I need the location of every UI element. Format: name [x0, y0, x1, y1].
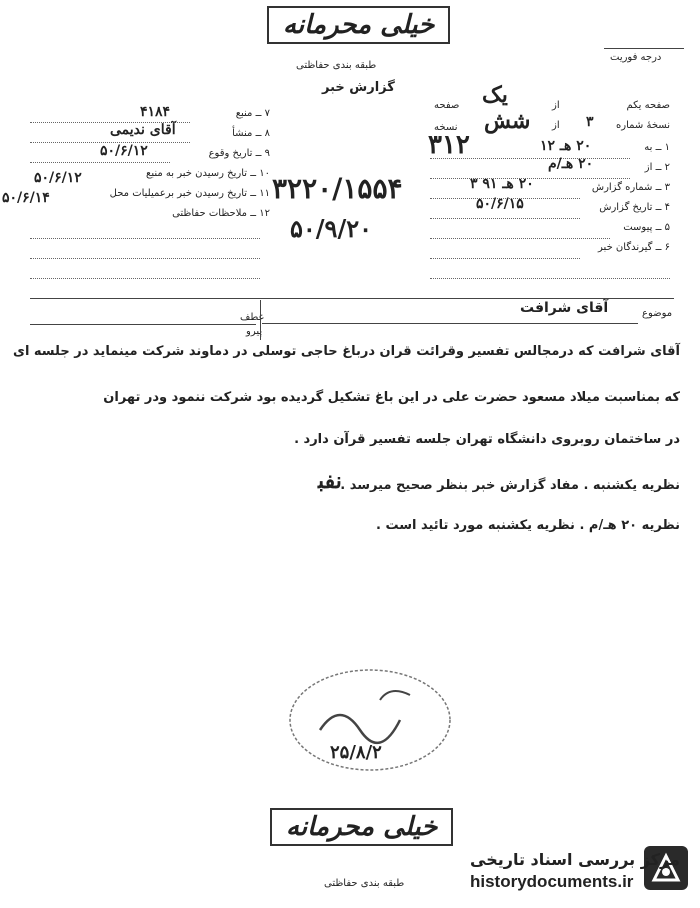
row-4-line	[430, 218, 580, 219]
report-title: گزارش خبر	[322, 80, 395, 95]
field-8-value: آقای ندیمی	[110, 122, 176, 138]
row-4-label: ۴ ــ تاریخ گزارش	[599, 202, 670, 213]
copy-of-label: از	[552, 120, 560, 131]
field-12-line-1	[30, 238, 260, 239]
row-1-label: ۱ ــ به	[644, 142, 670, 153]
row-1-value: ۲۰ هـ ۱۲	[540, 138, 592, 154]
field-7-value: ۴۱۸۴	[140, 104, 171, 120]
row-3-value: ۲۰ هـ ۹۱ ۳	[470, 176, 534, 192]
urgency-label: درجه فوریت	[610, 52, 662, 63]
field-10-value: ۵۰/۶/۱۲	[34, 170, 82, 186]
body-line-2: که بمناسبت میلاد مسعود حضرت علی در این باغ تشکیل گردیده بود شرکت ننمود ودر تهران	[103, 390, 680, 405]
body-line-3: در ساختمان روبروی دانشگاه تهران جلسه تفسیر قرآن دارد .	[294, 432, 680, 447]
row-6-line	[430, 258, 580, 259]
row-1-extra: ۳۱۲	[428, 130, 470, 160]
row-2-value: ۲۰ هـ/م	[548, 156, 594, 172]
copy-total-value: شش	[484, 108, 531, 134]
ref-label-peyro: پیرو	[246, 326, 263, 337]
field-12-line-2	[30, 258, 260, 259]
row-3-label: ۳ ــ شماره گزارش	[591, 182, 670, 193]
subject-line	[262, 323, 638, 324]
field-7-label: ۷ ــ منبع	[235, 108, 270, 119]
subject-value: آقای شرافت	[520, 300, 609, 316]
row-6-label: ۶ ــ گیرندگان خبر	[598, 242, 670, 253]
subject-label: موضوع	[642, 308, 673, 319]
row-5-label: ۵ ــ پیوست	[623, 222, 670, 233]
left-subject-line	[30, 324, 256, 325]
body-line-5: نظریه ۲۰ هـ/م . نظریه یکشنبه مورد تائید است .	[375, 518, 680, 533]
center-name: مرکز بررسی اسناد تاریخی	[470, 850, 680, 869]
top-confidential-stamp: خیلی محرمانه	[267, 6, 450, 44]
field-9-line	[30, 162, 170, 163]
body-line-4: نظریه یکشنبه . مفاد گزارش خبر بنظر صحیح میرسد .	[340, 478, 680, 493]
field-9-label: ۹ ــ تاریخ وقوع	[208, 148, 270, 159]
copy-word: نسخه	[434, 122, 458, 133]
top-divider	[30, 298, 674, 299]
field-12-label: ۱۲ ــ ملاحظات حفاظتی	[172, 208, 270, 219]
handwritten-ref-number: ۳۲۲۰/۱۵۵۴	[272, 172, 403, 205]
page-label: صفحه یکم	[626, 100, 670, 111]
body-line-1: آقای شرافت که درمجالس تفسیر وقرائت قران درباغ حاجی توسلی در دماوند شرکت مینماید در جلسه ای	[13, 344, 680, 359]
row-2-label: ۲ ــ از	[644, 162, 670, 173]
classification-label: طبقه بندی حفاظتی	[296, 60, 377, 71]
field-8-label: ۸ ــ منشأ	[232, 128, 270, 139]
field-11-value: ۵۰/۶/۱۴	[2, 190, 50, 206]
subject-separator	[260, 300, 261, 340]
field-11-label: ۱۱ ــ تاریخ رسیدن خبر برعمیلیات محل	[109, 188, 270, 199]
page-total-value: یک	[482, 82, 508, 108]
page-of-label: از	[552, 100, 560, 111]
row-6-line-2	[430, 278, 670, 279]
row-5-line	[430, 238, 610, 239]
bottom-classification-label: طبقه بندی حفاظتی	[324, 878, 405, 889]
row-1-line	[430, 158, 630, 159]
bottom-confidential-stamp: خیلی محرمانه	[270, 808, 453, 846]
copy-label: نسخهٔ شماره	[616, 120, 670, 131]
row-4-value: ۵۰/۶/۱۵	[476, 196, 524, 212]
handwritten-ref-date: ۵۰/۹/۲۰	[290, 214, 372, 243]
page-word: صفحه	[434, 100, 460, 111]
archive-date: ۲۵/۸/۲	[330, 742, 382, 763]
copy-value: ۳	[586, 114, 594, 130]
ref-label-atf: عطف	[240, 312, 265, 323]
field-9-value: ۵۰/۶/۱۲	[100, 143, 148, 159]
site-url[interactable]: historydocuments.ir	[470, 872, 634, 891]
field-12-line-3	[30, 278, 260, 279]
urgency-line	[604, 48, 684, 49]
signature-mark: ﻧﻔﺒ	[318, 468, 342, 494]
field-10-label: ۱۰ ــ تاریخ رسیدن خبر به منبع	[146, 168, 270, 179]
